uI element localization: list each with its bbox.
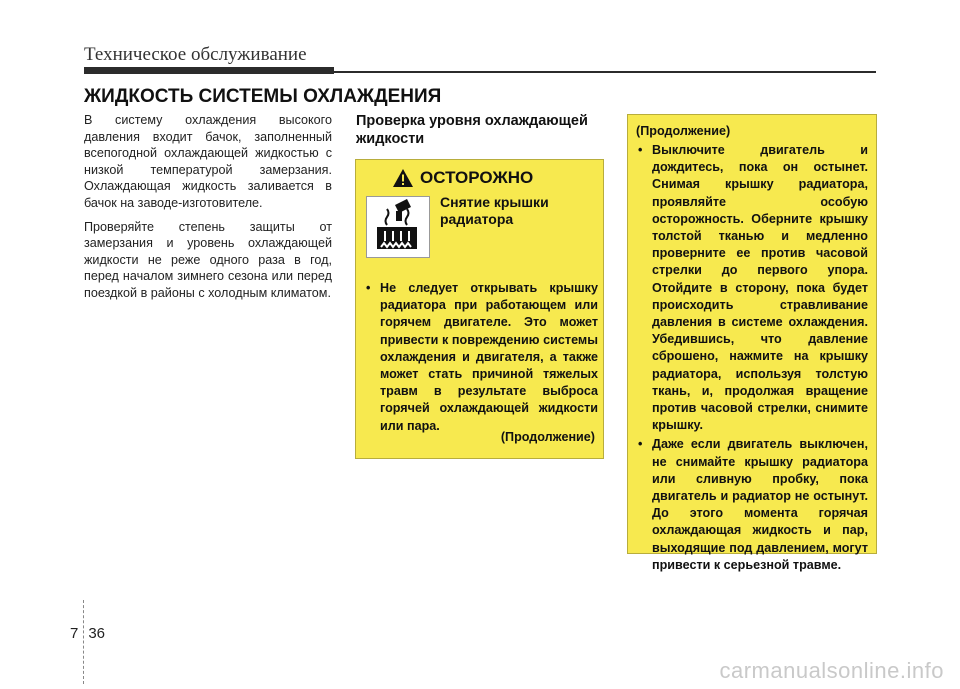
warning-subtitle: Снятие крышки радиатора [440, 194, 549, 227]
page-number-value: 36 [88, 625, 106, 642]
radiator-cap-warning-icon [366, 196, 430, 258]
warning-box [355, 159, 604, 459]
warning-heading [392, 168, 533, 188]
section-title: ЖИДКОСТЬ СИСТЕМЫ ОХЛАЖДЕНИЯ [84, 86, 442, 107]
continued-list-item-1: • Выключите двигатель и дождитесь, пока он остынет. Снимая крышку радиатора, проявляйте особую осторожность. Оберните крышку толстой тканью и медленно проверните ее против часовой стрелки до первого упора. Отойдите в сторону, пока будет происходить стравливание давления в системе охлаждения. Убедившись, что давление сброшено, нажмите на крышку радиатора, используя толстую ткань, и, продолжая вращение против часовой стрелки, снимите крышку. [636, 142, 868, 434]
section-number: 7 [70, 625, 79, 642]
watermark: carmanualsonline.info [719, 658, 944, 683]
intro-column [84, 112, 332, 309]
footer-divider [83, 600, 84, 684]
header-rule-thick [84, 67, 334, 74]
header-rule-thin [334, 71, 876, 73]
warning-list-item: • Не следует открывать крышку радиатора при работающем или горячем двигателе. Это может привести к повреждению системы охлаждения и двигателя, а также может стать причиной тяжелых травм в результате выброса горячей охлаждающей жидкости или пара. [364, 280, 598, 435]
page-number [70, 625, 105, 642]
continued-warning-box [627, 114, 877, 572]
warning-continued: (Продолжение) [500, 430, 595, 444]
intro-paragraph-1: В систему охлаждения высокого давления входит бачок, заполненный всепогодной охлаждающей жидкостью с низкой температурой замерзания. Охлаждающая жидкость заливается в бачок на заводе-изготовителе. [84, 113, 332, 210]
warning-list [364, 280, 598, 435]
warning-heading-text: ОСТОРОЖНО [420, 168, 534, 187]
running-header: Техническое обслуживание [84, 44, 307, 65]
continued-heading: (Продолжение) [636, 124, 731, 138]
intro-paragraph-2: Проверяйте степень защиты от замерзания и уровень охлаждающей жидкости не реже одного раза в год, перед началом зимнего сезона или перед поездкой в районы с холодным климатом. [84, 219, 332, 300]
warning-triangle-icon [392, 168, 414, 188]
check-level-title: Проверка уровня охлаждающей жидкости [356, 113, 588, 147]
continued-list-item-2: • Даже если двигатель выключен, не снимайте крышку радиатора или сливную пробку, пока двигатель и радиатор не остынут. До этого момента горячая охлаждающая жидкость и пар, выходящие под давлением, могут привести к серьезной травме. [636, 436, 868, 574]
continued-list [636, 142, 868, 574]
